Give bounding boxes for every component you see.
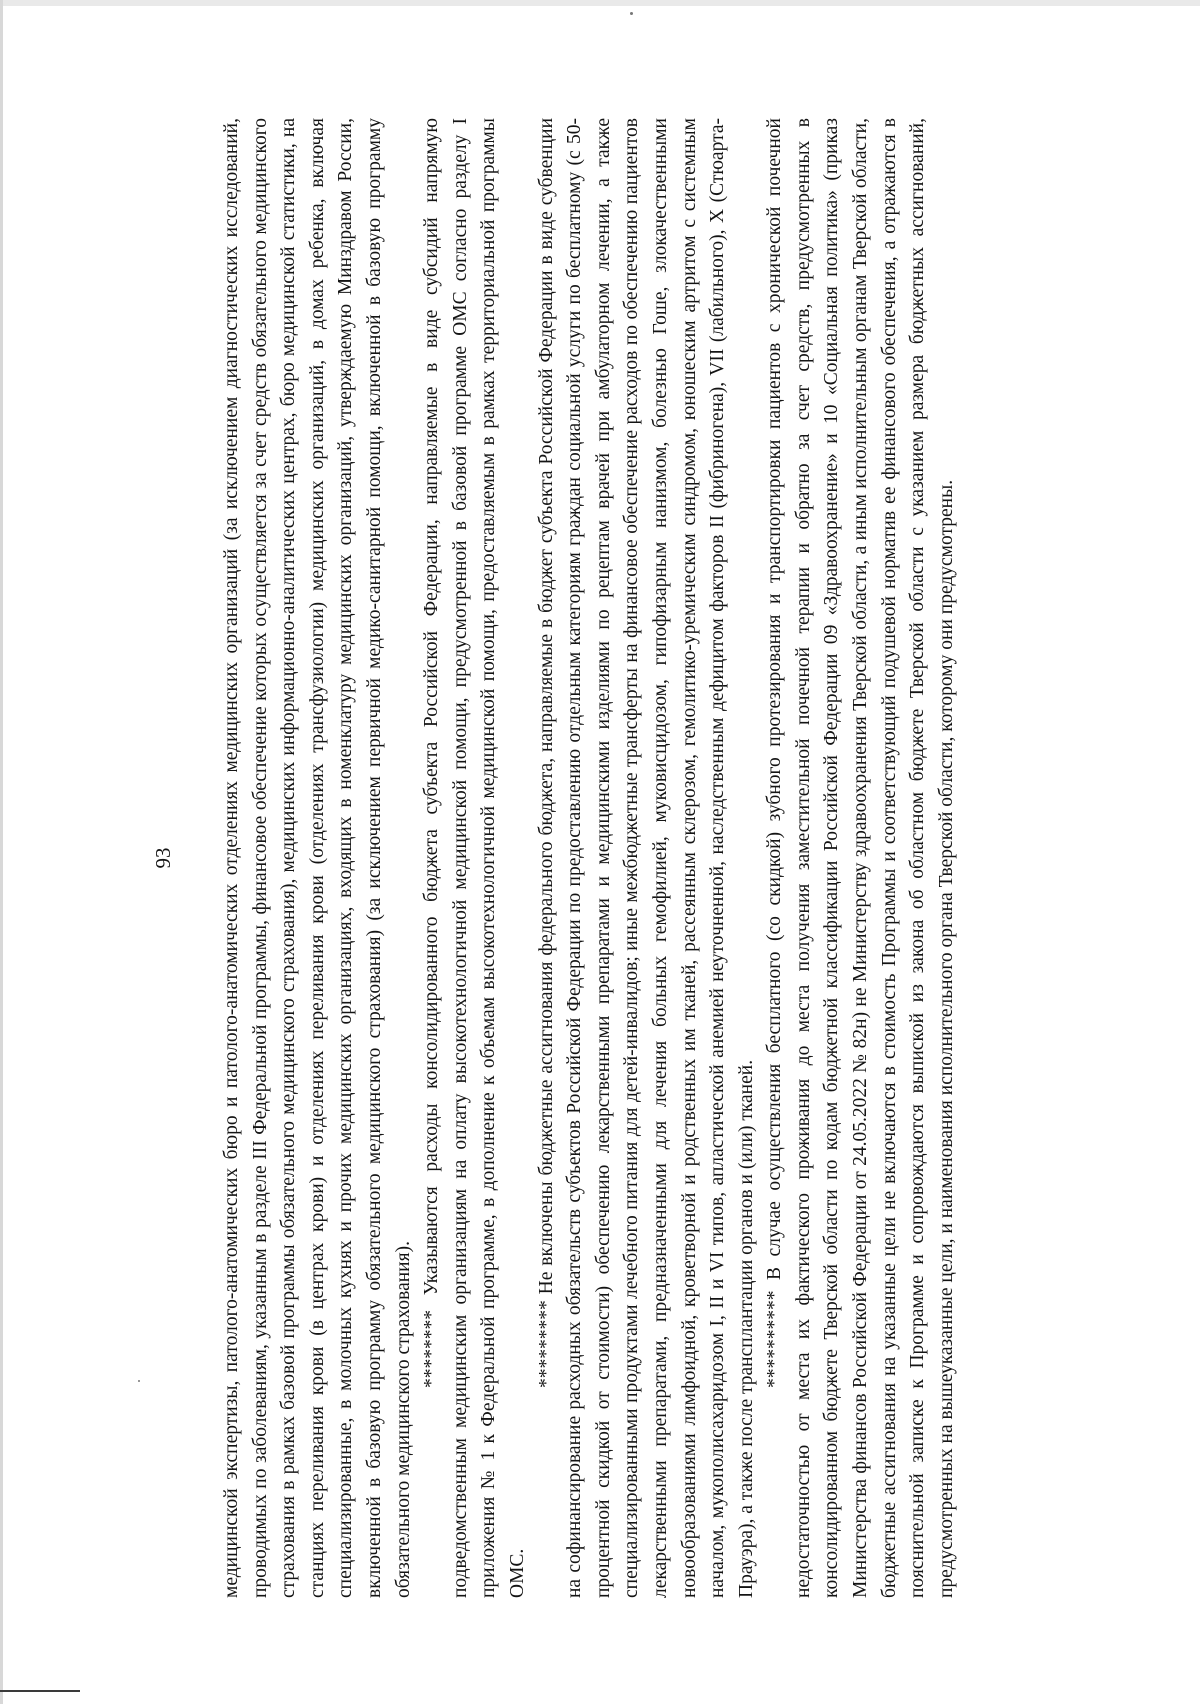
scan-edge-top (0, 0, 1200, 6)
paragraph-continuation: медицинской экспертизы, патолого-анатомических бюро и патолого-анатомических отделениях медицинских организаций (за исключением диагностических исследований, проводимых по заболеваниям, указанным в разделе III Федеральной программы, финансовое обеспечение которых осуществляется за счет средств обязательного медицинского страхования в рамках базовой программы обязательного медицинского страхования), медицинских информационно-аналитических центрах, бюро медицинской статистики, на станциях переливания крови (в центрах крови) и отделениях переливания крови (отделениях трансфузиологии) медицинских организаций, в домах ребенка, включая специализированные, в молочных кухнях и прочих медицинских организациях, входящих в номенклатуру медицинских организаций, утверждаемую Минздравом России, включенной в базовую программу обязательного медицинского страхования) (за исключением первичной медико-санитарной помощи, включенной в базовую программу обязательного медицинского страхования). (221, 118, 414, 1598)
document-body (218, 118, 961, 1598)
page-number: 93 (151, 847, 175, 869)
footnote-8-paragraph: ******** Указываются расходы консолидированного бюджета субъекта Российской Федерации, направляемые в виде субсидий напрямую подведомственным медицинским организациям на оплату высокотехнологичной медицинской помощи, предусмотренной в базовой программе ОМС согласно разделу I приложения № 1 к Федеральной программе, в дополнение к объемам высокотехнологичной медицинской помощи, предоставляемым в рамках территориальной программы ОМС. (421, 118, 528, 1598)
footnote-9-paragraph: ********* Не включены бюджетные ассигнования федерального бюджета, направляемые в бюджет субъекта Российской Федерации в виде субвенции на софинансирование расходных обязательств субъектов Российской Федерации по предоставлению отдельным категориям граждан социальной услуги по бесплатному (с 50-процентной скидкой от стоимости) обеспечению лекарственными препаратами и медицинскими изделиями по рецептам врачей при амбулаторном лечении, а также специализированными продуктами лечебного питания для детей-инвалидов; иные межбюджетные трансферты на финансовое обеспечение расходов по обеспечению пациентов лекарственными препаратами, предназначенными для лечения больных гемофилией, муковисцидозом, гипофизарным нанизмом, болезнью Гоше, злокачественными новообразованиями лимфоидной, кроветворной и родственных им тканей, рассеянным склерозом, гемолитико-уремическим синдромом, юношеским артритом с системным началом, мукополисахаридозом I, II и VI типов, апластической анемией неуточненной, наследственным дефицитом факторов II (фибриногена), VII (лабильного), X (Стюарта-Прауэра), а также после трансплантации органов и (или) тканей. (535, 118, 757, 1598)
rotated-document-page (150, 118, 1060, 1598)
scan-edge-left (0, 0, 3, 1704)
footnote-10-paragraph: ********** В случае осуществления бесплатного (со скидкой) зубного протезирования и транспортировки пациентов с хронической почечной недостаточностью от места их фактического проживания до места получения заместительной почечной терапии и обратно за счет средств, предусмотренных в консолидированном бюджете Тверской области по кодам бюджетной классификации Российской Федерации 09 «Здравоохранение» и 10 «Социальная политика» (приказ Министерства финансов Российской Федерации от 24.05.2022 № 82н) не Министерству здравоохранения Тверской области, а иным исполнительным органам Тверской области, бюджетные ассигнования на указанные цели не включаются в стоимость Программы и соответствующий подушевой норматив ее финансового обеспечения, а отражаются в пояснительной записке к Программе и сопровождаются выпиской из закона об областном бюджете Тверской области с указанием размера бюджетных ассигнований, предусмотренных на вышеуказанные цели, и наименования исполнительного органа Тверской области, которому они предусмотрены. (764, 118, 957, 1598)
scan-speck (138, 1380, 140, 1382)
scan-line-bottom (0, 1690, 80, 1692)
scan-speck (630, 12, 633, 15)
